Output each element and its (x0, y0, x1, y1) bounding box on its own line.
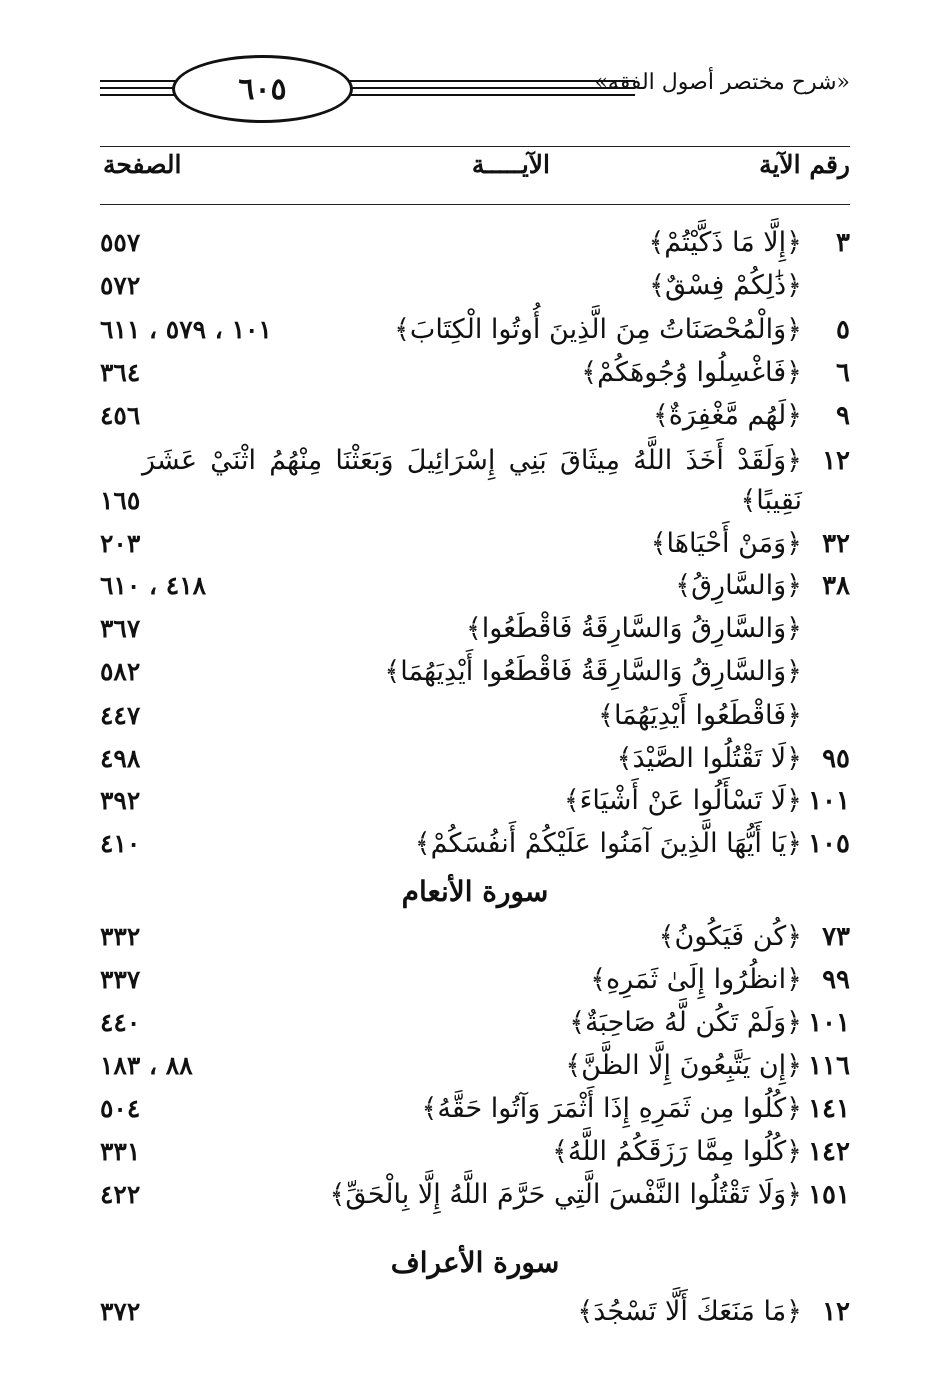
verse-number: ٩ (836, 401, 850, 431)
table-row (100, 1090, 850, 1130)
verse-number: ٣٨ (822, 571, 850, 601)
verse-text: ﴿وَالسَّارِقُ وَالسَّارِقَةُ فَاقْطَعُوا أَيْدِيَهُمَا﴾ (384, 656, 802, 687)
book-title: «شرح مختصر أصول الفقه» (594, 70, 850, 95)
verse-text: ﴿فَاقْطَعُوا أَيْدِيَهُمَا﴾ (598, 700, 802, 731)
page-reference: ٥٥٧ (100, 228, 141, 257)
verse-text: ﴿كُلُوا مِن ثَمَرِهِ إِذَا أَثْمَرَ وَآتُوا حَقَّهُ﴾ (421, 1093, 802, 1124)
verse-text: ﴿ذَٰلِكُمْ فِسْقٌ﴾ (649, 270, 802, 301)
verse-text: ﴿وَالسَّارِقُ﴾ (675, 570, 802, 601)
table-row (100, 961, 850, 1001)
header-rule (340, 80, 635, 82)
page-reference: ٤١٠ (100, 829, 141, 858)
verse-text: ﴿يَا أَيُّهَا الَّذِينَ آمَنُوا عَلَيْكُمْ أَنفُسَكُمْ﴾ (414, 828, 802, 859)
verse-number: ٧٣ (822, 922, 850, 952)
verse-number: ١١٦ (808, 1051, 850, 1081)
verse-text: ﴿لَهُم مَّغْفِرَةٌ﴾ (652, 400, 802, 431)
page-reference: ٥٨٢ (100, 657, 141, 686)
verse-number: ١٤١ (808, 1094, 850, 1124)
verse-text: ﴿فَاغْسِلُوا وُجُوهَكُمْ﴾ (581, 357, 802, 388)
table-row (100, 311, 850, 351)
page-reference: ٣٣٧ (100, 965, 141, 994)
table-row (100, 782, 850, 822)
page-reference: ٤٤٠ (100, 1008, 141, 1037)
table-row (100, 1047, 850, 1087)
verse-text: ﴿وَلَمْ تَكُن لَّهُ صَاحِبَةٌ﴾ (569, 1007, 802, 1038)
page-reference: ٣٧٢ (100, 1297, 141, 1326)
verse-text: ﴿وَمَنْ أَحْيَاهَا﴾ (650, 528, 802, 559)
verse-number: ١٠٥ (808, 829, 850, 859)
page-reference: ١٠١ ، ٥٧٩ ، ٦١١ (100, 315, 272, 344)
table-row (100, 397, 850, 437)
table-row (100, 825, 850, 865)
page-header (100, 55, 850, 145)
header-rule (100, 87, 180, 89)
table-row (100, 1176, 850, 1216)
verse-number: ٣ (836, 228, 850, 258)
header-rule (340, 94, 635, 96)
page-number-oval (172, 55, 353, 123)
column-header-verse-number: رقم الآية (759, 150, 850, 179)
verse-text: ﴿كُلُوا مِمَّا رَزَقَكُمُ اللَّهُ﴾ (552, 1136, 802, 1167)
verse-number: ١٤٢ (808, 1137, 850, 1167)
table-row (100, 1293, 850, 1333)
verse-text: ﴿وَالْمُحْصَنَاتُ مِنَ الَّذِينَ أُوتُوا الْكِتَابَ﴾ (394, 314, 802, 345)
header-rule (340, 87, 635, 89)
column-header-page: الصفحة (103, 150, 182, 179)
page-reference: ٤٩٨ (100, 744, 141, 773)
page-reference: ٤٢٢ (100, 1180, 141, 1209)
table-row (100, 567, 850, 607)
table-row (100, 354, 850, 394)
table-row (100, 267, 850, 307)
page-reference: ٣٣١ (100, 1137, 141, 1166)
page-reference: ٣٩٢ (100, 786, 141, 815)
table-row (100, 1004, 850, 1044)
verse-text: ﴿لَا تَقْتُلُوا الصَّيْدَ﴾ (616, 743, 802, 774)
page-reference: ٤٥٦ (100, 401, 141, 430)
verse-text: ﴿إِلَّا مَا ذَكَّيْتُمْ﴾ (648, 227, 802, 258)
verse-number: ١٠١ (808, 1008, 850, 1038)
page-reference: ٣٦٤ (100, 358, 141, 387)
section-title: سورة الأعراف (390, 1246, 560, 1279)
table-row (100, 1133, 850, 1173)
section-title: سورة الأنعام (401, 875, 549, 908)
table-row (100, 482, 850, 522)
column-header-verse: الآيـــــة (471, 150, 550, 179)
table-row (100, 610, 850, 650)
verse-number: ٥ (836, 315, 850, 345)
verse-number: ٩٥ (822, 744, 850, 774)
verse-text: ﴿لَا تَسْأَلُوا عَنْ أَشْيَاءَ﴾ (563, 785, 802, 816)
table-row (100, 653, 850, 693)
verse-text: نَقِيبًا﴾ (740, 485, 802, 516)
page-reference: ٢٠٣ (100, 529, 141, 558)
verse-text: ﴿وَلَقَدْ أَخَذَ اللَّهُ مِيثَاقَ بَنِي إِسْرَائِيلَ وَبَعَثْنَا مِنْهُمُ اثْنَيْ عَشَرَ (142, 445, 802, 476)
page-reference: ٤٤٧ (100, 701, 141, 730)
table-row (100, 697, 850, 737)
verse-number: ٩٩ (822, 965, 850, 995)
verse-text: ﴿كُن فَيَكُونُ﴾ (658, 921, 802, 952)
table-row (100, 525, 850, 565)
header-rule (100, 80, 180, 82)
page-reference: ٥٧٢ (100, 271, 141, 300)
page-number: ٦٠٥ (238, 71, 287, 107)
table-row (100, 918, 850, 958)
table-row (100, 224, 850, 264)
verse-number: ٣٢ (822, 529, 850, 559)
verse-number: ١٠١ (808, 786, 850, 816)
table-row (100, 442, 850, 482)
page-reference: ٥٠٤ (100, 1094, 141, 1123)
page-reference: ٣٣٢ (100, 922, 141, 951)
verse-text: ﴿إِن يَتَّبِعُونَ إِلَّا الظَّنَّ﴾ (565, 1050, 802, 1081)
verse-text: ﴿وَالسَّارِقُ وَالسَّارِقَةُ فَاقْطَعُوا﴾ (465, 613, 802, 644)
verse-number: ١٢ (822, 446, 850, 476)
page-reference: ٤١٨ ، ٦١٠ (100, 571, 207, 600)
verse-number: ١٥١ (808, 1180, 850, 1210)
header-divider (100, 146, 850, 147)
page-reference: ٣٦٧ (100, 614, 141, 643)
verse-text: ﴿وَلَا تَقْتُلُوا النَّفْسَ الَّتِي حَرَّمَ اللَّهُ إِلَّا بِالْحَقِّ﴾ (329, 1179, 802, 1210)
page-reference: ٨٨ ، ١٨٣ (100, 1051, 193, 1080)
column-header-divider (100, 204, 850, 205)
header-rule (100, 94, 180, 96)
verse-text: ﴿انظُرُوا إِلَىٰ ثَمَرِهِ﴾ (590, 964, 802, 995)
page-reference: ١٦٥ (100, 486, 141, 515)
verse-number: ١٢ (822, 1297, 850, 1327)
table-row (100, 740, 850, 780)
verse-text: ﴿مَا مَنَعَكَ أَلَّا تَسْجُدَ﴾ (577, 1296, 802, 1327)
verse-number: ٦ (836, 358, 850, 388)
